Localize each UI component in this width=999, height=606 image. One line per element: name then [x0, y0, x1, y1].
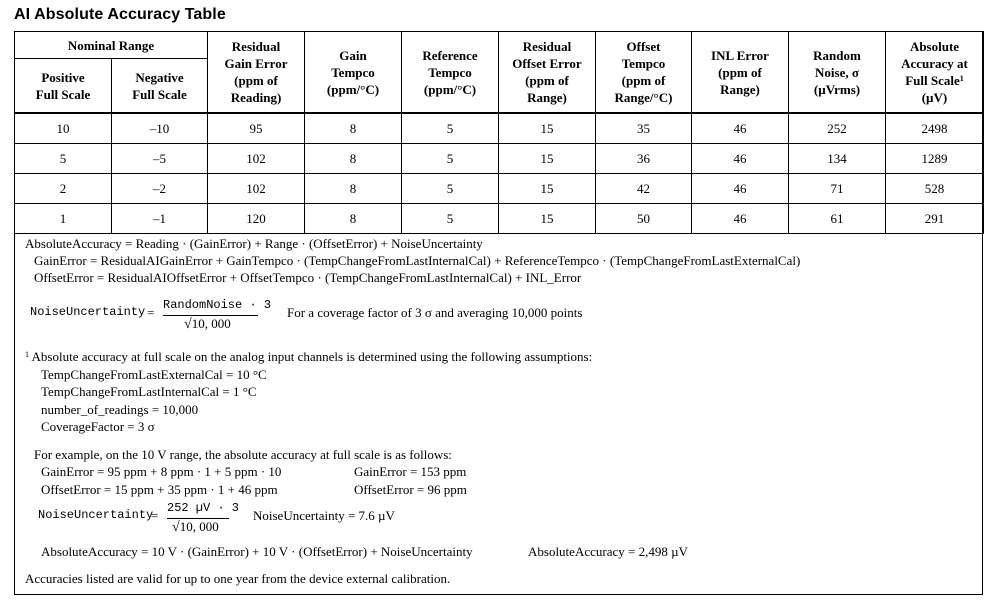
negative-full-scale-cell: –5 [112, 144, 208, 174]
noise-uncertainty-lhs: NoiseUncertainty [30, 305, 146, 319]
positive-full-scale-cell: 5 [15, 144, 112, 174]
footnote-intro: $^1$ Absolute accuracy at full scale on the analog input channels is determined using the following assumptions: [25, 349, 593, 364]
reference-tempco-cell: 5 [402, 204, 499, 234]
residual-gain-error-cell: 102 [208, 174, 305, 204]
nominal-range-header: Nominal Range [15, 32, 208, 59]
offset-tempco-header: Offset Tempco (ppm of Range/°C) [596, 32, 692, 113]
negative-full-scale-cell: –1 [112, 204, 208, 234]
random-noise-cell: 252 [789, 114, 886, 144]
residual-offset-error-cell: 15 [499, 114, 596, 144]
residual-offset-error-header: Residual Offset Error (ppm of Range) [499, 32, 596, 113]
random-noise-cell: 134 [789, 144, 886, 174]
absolute-accuracy-cell: 291 [886, 204, 984, 234]
offset-tempco-cell: 50 [596, 204, 692, 234]
example-noise-lhs: NoiseUncertainty [38, 508, 154, 522]
table-row [15, 204, 984, 234]
absolute-accuracy-cell: 2498 [886, 114, 984, 144]
gain-error-formula: GainError = ResidualAIGainError + GainTempco · (TempChangeFromLastInternalCal) + ReferenceTempco · (TempChangeFromLastExternalCal) [34, 253, 801, 268]
reference-tempco-header: Reference Tempco (ppm/°C) [402, 32, 499, 113]
absolute-accuracy-cell: 1289 [886, 144, 984, 174]
example-intro: For example, on the 10 V range, the absolute accuracy at full scale is as follows: [34, 447, 452, 462]
gain-tempco-cell: 8 [305, 204, 402, 234]
gain-tempco-cell: 8 [305, 114, 402, 144]
example-offset-result: OffsetError = 96 ppm [354, 482, 467, 497]
example-noise-numerator: 252 µV · 3 [167, 501, 240, 515]
residual-gain-error-cell: 95 [208, 114, 305, 144]
offset-tempco-cell: 42 [596, 174, 692, 204]
inl-error-cell: 46 [692, 114, 789, 144]
assumption-external-cal: TempChangeFromLastExternalCal = 10 °C [41, 367, 267, 382]
noise-denominator: √10, 000 [184, 316, 231, 332]
inl-error-header: INL Error (ppm of Range) [692, 32, 789, 113]
example-equals-sign: = [151, 508, 159, 523]
positive-full-scale-cell: 10 [15, 114, 112, 144]
absolute-accuracy-formula: AbsoluteAccuracy = Reading · (GainError) + Range · (OffsetError) + NoiseUncertainty [25, 236, 483, 251]
page-title: AI Absolute Accuracy Table [14, 6, 226, 23]
example-noise-denominator: √10, 000 [172, 519, 219, 535]
validity-note: Accuracies listed are valid for up to one year from the device external calibration. [25, 571, 451, 586]
negative-full-scale-cell: –2 [112, 174, 208, 204]
accuracy-table [14, 31, 984, 234]
residual-gain-error-cell: 120 [208, 204, 305, 234]
example-final-calc: AbsoluteAccuracy = 10 V · (GainError) + 10 V · (OffsetError) + NoiseUncertainty [41, 544, 473, 559]
assumption-readings: number_of_readings = 10,000 [41, 402, 199, 417]
equals-sign: = [147, 305, 155, 320]
residual-offset-error-cell: 15 [499, 174, 596, 204]
coverage-note: For a coverage factor of 3 σ and averaging 10,000 points [287, 305, 583, 320]
gain-tempco-header: Gain Tempco (ppm/°C) [305, 32, 402, 113]
random-noise-cell: 61 [789, 204, 886, 234]
table-body [15, 113, 984, 234]
reference-tempco-cell: 5 [402, 144, 499, 174]
noise-numerator: RandomNoise · 3 [163, 298, 272, 312]
offset-tempco-cell: 35 [596, 114, 692, 144]
residual-gain-error-header: Residual Gain Error (ppm of Reading) [208, 32, 305, 113]
residual-offset-error-cell: 15 [499, 144, 596, 174]
reference-tempco-cell: 5 [402, 114, 499, 144]
offset-tempco-cell: 36 [596, 144, 692, 174]
table-row [15, 114, 984, 144]
example-gain-result: GainError = 153 ppm [354, 464, 467, 479]
residual-gain-error-cell: 102 [208, 144, 305, 174]
negative-full-scale-cell: –10 [112, 114, 208, 144]
assumption-internal-cal: TempChangeFromLastInternalCal = 1 °C [41, 384, 257, 399]
inl-error-cell: 46 [692, 144, 789, 174]
assumption-coverage: CoverageFactor = 3 σ [41, 419, 155, 434]
example-gain-calc: GainError = 95 ppm + 8 ppm · 1 + 5 ppm · 10 [41, 464, 282, 479]
negative-full-scale-header: Negative Full Scale [112, 59, 208, 113]
example-offset-calc: OffsetError = 15 ppm + 35 ppm · 1 + 46 ppm [41, 482, 278, 497]
gain-tempco-cell: 8 [305, 174, 402, 204]
inl-error-cell: 46 [692, 204, 789, 234]
example-final-result: AbsoluteAccuracy = 2,498 µV [528, 544, 688, 559]
absolute-accuracy-header: Absolute Accuracy at Full Scale$^1$ (µV) [886, 32, 984, 113]
positive-full-scale-cell: 1 [15, 204, 112, 234]
table-row [15, 144, 984, 174]
positive-full-scale-cell: 2 [15, 174, 112, 204]
example-noise-result: NoiseUncertainty = 7.6 µV [253, 508, 395, 523]
random-noise-cell: 71 [789, 174, 886, 204]
residual-offset-error-cell: 15 [499, 204, 596, 234]
positive-full-scale-header: Positive Full Scale [15, 59, 112, 113]
offset-error-formula: OffsetError = ResidualAIOffsetError + OffsetTempco · (TempChangeFromLastInternalCal) + INL_Error [34, 270, 582, 285]
table-row [15, 174, 984, 204]
absolute-accuracy-cell: 528 [886, 174, 984, 204]
inl-error-cell: 46 [692, 174, 789, 204]
gain-tempco-cell: 8 [305, 144, 402, 174]
reference-tempco-cell: 5 [402, 174, 499, 204]
random-noise-header: Random Noise, σ (µVrms) [789, 32, 886, 113]
